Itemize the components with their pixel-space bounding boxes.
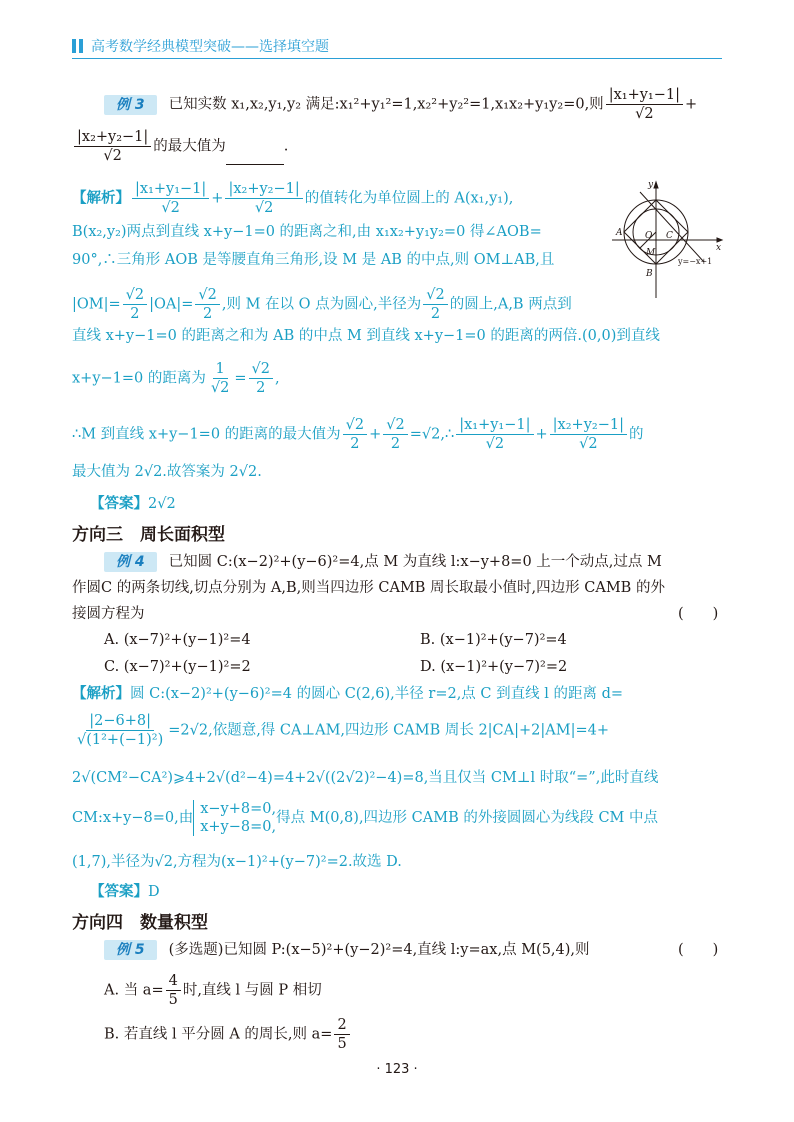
denominator: 2 xyxy=(256,380,266,396)
option-c: C. (x−7)²+(y−1)²=2 xyxy=(104,659,251,675)
example-3-line-1 xyxy=(104,86,697,123)
fraction xyxy=(208,360,232,397)
denominator: 2 xyxy=(203,306,213,322)
numerator: |x₂+y₂−1| xyxy=(74,128,151,147)
solution-3-line-2: B(x₂,y₂)两点到直线 x+y−1=0 的距离之和,由 x₁x₂+y₁y₂=0 得∠AOB= xyxy=(72,224,542,240)
numerator: 1 xyxy=(213,360,228,379)
solution-label: 【解析】 xyxy=(72,685,130,702)
fraction xyxy=(166,972,181,1009)
solution-text: |OM|= xyxy=(72,296,121,313)
equation-1: x−y+8=0, xyxy=(200,801,277,817)
fraction xyxy=(606,86,683,123)
point-o-label: O xyxy=(645,231,653,241)
solution-text: 的值转化为单位圆上的 A(x₁,y₁), xyxy=(304,190,514,207)
solution-text: x+y−1=0 的距离为 xyxy=(72,370,206,387)
equation-2: x+y−8=0, xyxy=(200,819,277,835)
numerator: √2 xyxy=(343,416,367,435)
example-5-text: (多选题)已知圆 P:(x−5)²+(y−2)²=4,直线 l:y=ax,点 M(5,4),则 xyxy=(168,942,590,958)
fraction xyxy=(195,286,219,323)
option-text: 时,直线 l 与圆 P 相切 xyxy=(182,982,322,999)
solution-text: 得点 M(0,8),四边形 CAMB 的外接圆圆心为线段 CM 中点 xyxy=(276,810,658,826)
answer-paren: ( ) xyxy=(678,942,719,958)
solution-text: ∴M 到直线 x+y−1=0 的距离的最大值为 xyxy=(72,426,341,443)
solution-text: 的圆上,A,B 两点到 xyxy=(449,296,572,313)
denominator: √2 xyxy=(103,148,122,164)
answer-value: 2√2 xyxy=(148,496,176,512)
numerator: √2 xyxy=(423,286,447,305)
fraction xyxy=(249,360,273,397)
solution-4-line-2 xyxy=(72,712,609,749)
fraction xyxy=(550,416,627,453)
solution-4-line-4 xyxy=(72,800,658,836)
example-3-tag: 例 3 xyxy=(104,95,157,115)
example-5-option-a xyxy=(104,972,322,1009)
denominator: √(1²+(−1)²) xyxy=(77,732,164,748)
example-4-line-1 xyxy=(104,552,662,572)
example-4-line-3: 接圆方程为 xyxy=(72,606,145,622)
denominator: 5 xyxy=(168,992,178,1008)
equation-system xyxy=(193,800,276,836)
solution-4-line-3: 2√(CM²−CA²)⩾4+2√(d²−4)=4+2√((2√2)²−4)=8,当且仅当 CM⊥l 时取“=”,此时直线 xyxy=(72,770,659,786)
denominator: √2 xyxy=(161,200,180,216)
page-header xyxy=(72,36,329,56)
fraction xyxy=(74,712,166,749)
solution-text: =√2,∴ xyxy=(409,426,455,443)
solution-3-line-1: 【解析】 $\frac{\text{|x₁+y₁−1|}}{√2}$ + $\frac{\text{|x₂+y₂−1|}}{√2}$ 的值转化为单位圆上的 A(x₁,y₁), xyxy=(72,181,514,216)
answer-blank xyxy=(226,150,284,165)
solution-3-line-4 xyxy=(72,286,572,323)
example-3-question: 的最大值为 xyxy=(153,138,226,155)
page-number: · 123 · xyxy=(376,1062,418,1077)
header-title: 高考数学经典模型突破——选择填空题 xyxy=(91,39,329,55)
denominator: 2 xyxy=(350,436,360,452)
plus-sign: + xyxy=(535,426,548,443)
section-4-title: 方向四 数量积型 xyxy=(72,913,208,933)
solution-text: 的 xyxy=(628,426,644,443)
point-c-label: C xyxy=(666,231,673,241)
answer-label: 【答案】 xyxy=(90,495,148,512)
fraction xyxy=(456,416,533,453)
denominator: √2 xyxy=(485,436,505,452)
denominator: 2 xyxy=(430,306,441,322)
fraction xyxy=(343,416,367,453)
answer-value: D xyxy=(148,884,160,900)
section-3-title: 方向三 周长面积型 xyxy=(72,525,225,545)
fraction xyxy=(74,128,151,165)
example-5-option-b xyxy=(104,1016,352,1053)
numerator: |x₁+y₁−1| xyxy=(456,416,533,435)
numerator: √2 xyxy=(383,416,407,435)
header-bars-icon xyxy=(72,39,83,53)
option-text: A. 当 a= xyxy=(104,982,164,999)
x-label: x xyxy=(716,243,722,253)
line-label: y=−x+1 xyxy=(678,257,713,266)
equals: = xyxy=(234,370,247,387)
solution-3-line-5: 直线 x+y−1=0 的距离之和为 AB 的中点 M 到直线 x+y−1=0 的距离的两倍.(0,0)到直线 xyxy=(72,328,660,344)
example-3-line-2 xyxy=(72,128,288,165)
option-a: A. (x−7)²+(y−1)²=4 xyxy=(104,632,251,648)
unit-circle-figure xyxy=(612,178,728,300)
numerator: 2 xyxy=(334,1016,349,1035)
period: . xyxy=(283,138,289,155)
y-label: y xyxy=(648,180,654,190)
fraction xyxy=(123,286,147,323)
solution-text: ,则 M 在以 O 点为圆心,半径为 xyxy=(221,296,422,313)
point-b-label: B xyxy=(646,269,653,279)
answer-3 xyxy=(90,494,176,514)
numerator: |2−6+8| xyxy=(86,712,154,731)
example-3-text: 已知实数 x₁,x₂,y₁,y₂ 满足:x₁²+y₁²=1,x₂²+y₂²=1,x₁x₂+y₁y₂=0,则 xyxy=(168,96,604,113)
numerator: |x₁+y₁−1| xyxy=(132,180,209,199)
point-m-label: M xyxy=(646,248,656,258)
denominator: 2 xyxy=(390,436,401,452)
solution-3-line-8: 最大值为 2√2.故答案为 2√2. xyxy=(72,464,262,480)
plus-sign: + xyxy=(369,426,382,443)
option-text: B. 若直线 l 平分圆 A 的周长,则 a= xyxy=(104,1026,333,1043)
numerator: √2 xyxy=(195,286,219,305)
option-d: D. (x−1)²+(y−7)²=2 xyxy=(420,659,568,675)
example-4-line-2: 作圆C 的两条切线,切点分别为 A,B,则当四边形 CAMB 周长取最小值时,四边形 CAMB 的外 xyxy=(72,580,665,596)
solution-text: =2√2,依题意,得 CA⊥AM,四边形 CAMB 周长 2|CA|+2|AM|=4+ xyxy=(168,722,609,739)
header-divider xyxy=(72,58,722,59)
numerator: |x₂+y₂−1| xyxy=(225,180,302,199)
numerator: |x₁+y₁−1| xyxy=(606,86,683,105)
point-a-label: A xyxy=(616,228,623,238)
solution-4-line-5: (1,7),半径为√2,方程为(x−1)²+(y−7)²=2.故选 D. xyxy=(72,854,402,870)
numerator: |x₂+y₂−1| xyxy=(550,416,627,435)
solution-text: 圆 C:(x−2)²+(y−6)²=4 的圆心 C(2,6),半径 r=2,点 C 到直线 l 的距离 d= xyxy=(130,686,624,702)
denominator: √2 xyxy=(635,106,654,122)
solution-3-line-6 xyxy=(72,360,280,397)
fraction xyxy=(334,1016,349,1053)
answer-paren: ( ) xyxy=(678,606,719,622)
denominator: 5 xyxy=(337,1036,347,1052)
example-4-text: 已知圆 C:(x−2)²+(y−6)²=4,点 M 为直线 l:x−y+8=0 上一个动点,过点 M xyxy=(168,554,662,570)
solution-3-line-7 xyxy=(72,416,643,453)
numerator: √2 xyxy=(249,360,273,379)
solution-text: |OA|= xyxy=(149,296,194,313)
fraction xyxy=(225,180,302,217)
solution-4-line-1 xyxy=(72,684,623,704)
y-axis-arrow xyxy=(654,182,658,188)
solution-3-line-3: 90°,∴三角形 AOB 是等腰直角三角形,设 M 是 AB 的中点,则 OM⊥AB,且 xyxy=(72,252,555,268)
solution-text: CM:x+y−8=0,由 xyxy=(72,810,194,826)
fraction xyxy=(132,180,209,217)
example-4-tag: 例 4 xyxy=(104,552,157,572)
example-5-tag: 例 5 xyxy=(104,940,157,960)
denominator: √2 xyxy=(254,200,274,216)
comma: , xyxy=(274,370,280,387)
answer-label: 【答案】 xyxy=(90,883,148,900)
fraction xyxy=(423,286,447,323)
solution-label: 【解析】 xyxy=(72,189,130,207)
numerator: √2 xyxy=(123,286,147,305)
option-b: B. (x−1)²+(y−7)²=4 xyxy=(420,632,567,648)
example-5-line-1 xyxy=(104,940,590,960)
denominator: √2 xyxy=(210,380,230,396)
fraction xyxy=(383,416,407,453)
answer-4 xyxy=(90,882,160,902)
x-axis-arrow xyxy=(717,238,722,242)
plus-sign: + xyxy=(684,96,698,113)
denominator: 2 xyxy=(130,306,140,322)
denominator: √2 xyxy=(579,436,598,452)
numerator: 4 xyxy=(166,972,181,991)
